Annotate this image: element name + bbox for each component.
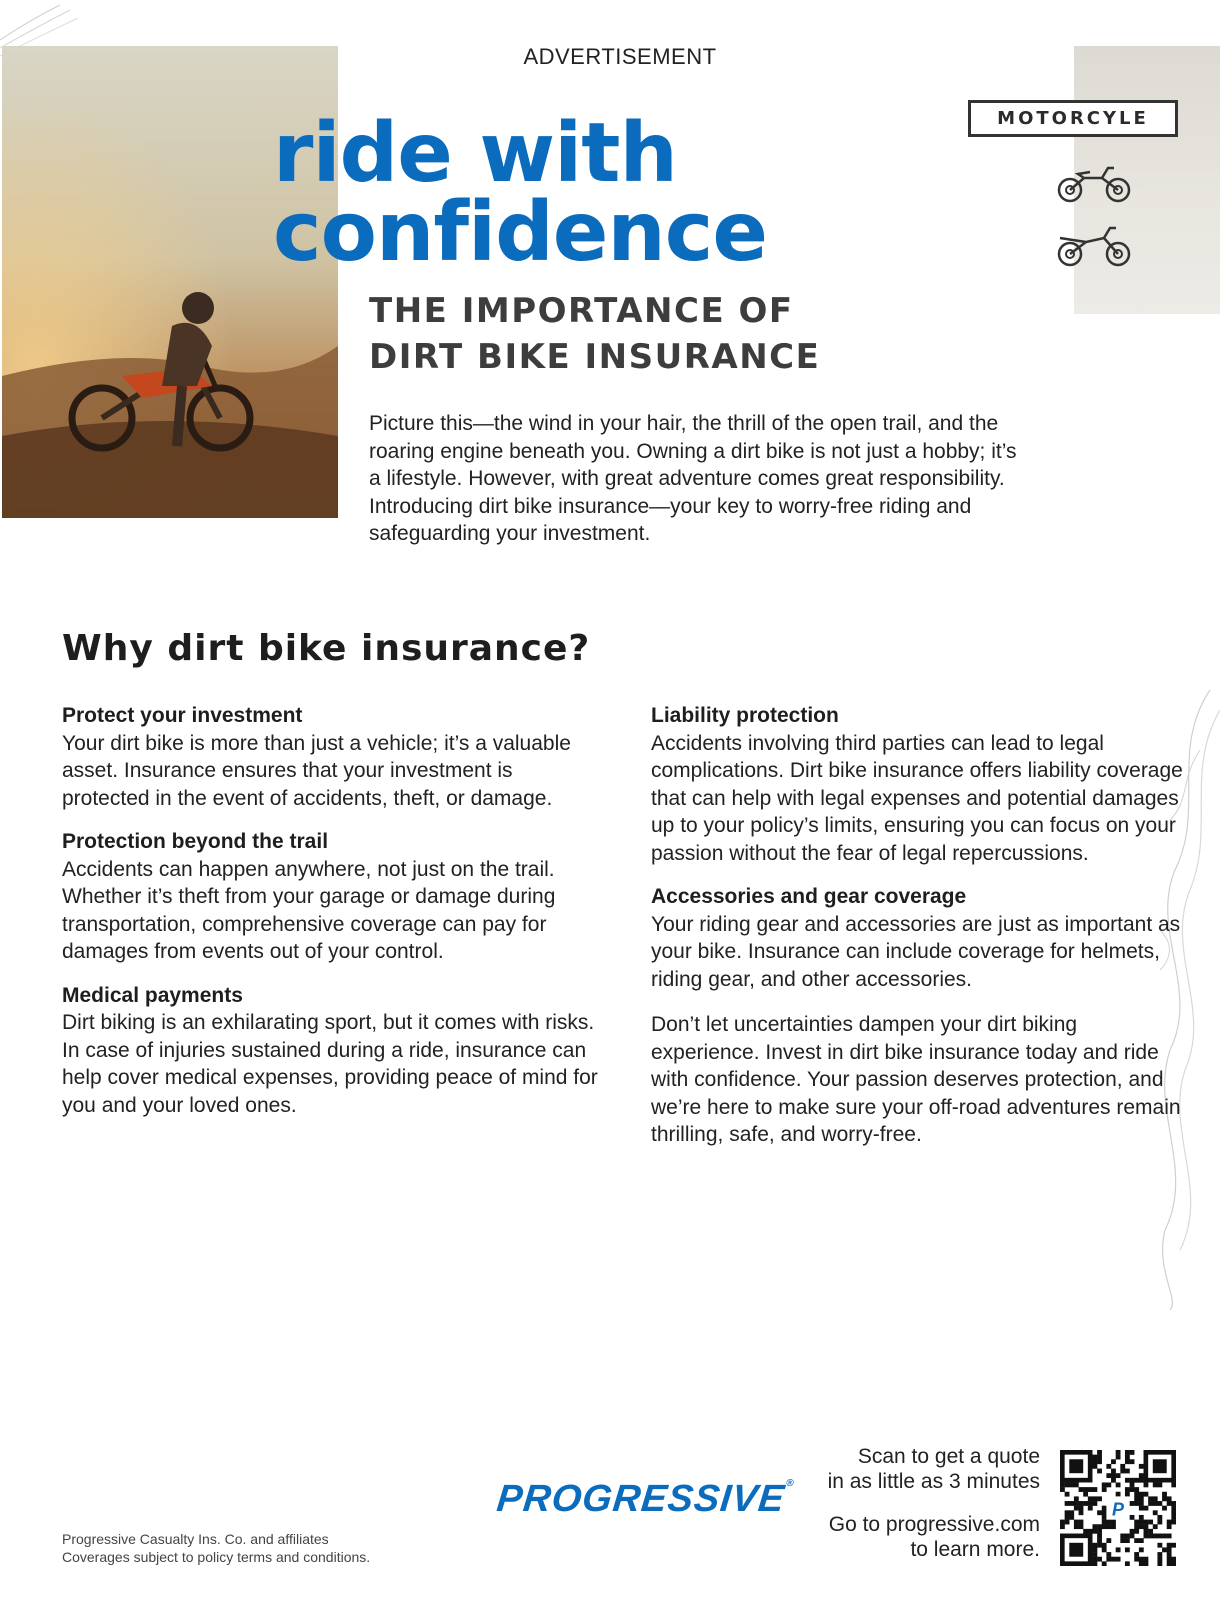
benefit-title: Accessories and gear coverage — [651, 885, 967, 908]
benefit-block — [651, 883, 1191, 993]
category-badge: MOTORCYLE — [968, 100, 1178, 137]
progressive-logo — [495, 1478, 796, 1521]
right-column — [651, 702, 1191, 1149]
benefit-block — [651, 702, 1191, 867]
headline-line-2: confidence — [273, 185, 768, 280]
advertisement-label: ADVERTISEMENT — [523, 44, 717, 69]
scan-callout — [780, 1444, 1040, 1494]
website-callout — [780, 1512, 1040, 1562]
benefit-title: Liability protection — [651, 704, 839, 727]
legal-disclaimer — [62, 1530, 370, 1566]
goto-line-2: to learn more. — [910, 1538, 1040, 1561]
benefit-title: Protect your investment — [62, 704, 303, 727]
qr-logo-mark: P — [1111, 1499, 1125, 1520]
legal-line-2: Coverages subject to policy terms and conditions. — [62, 1549, 371, 1565]
benefit-body: Dirt biking is an exhilarating sport, but it comes with risks. In case of injuries sustained during a ride, insurance can help cover medical expenses, providing peace of mind for you and your loved ones. — [62, 1011, 598, 1117]
registered-mark: ® — [785, 1478, 796, 1489]
benefit-block — [62, 702, 602, 812]
closing-paragraph: Don’t let uncertainties dampen your dirt biking experience. Invest in dirt bike insurance today and ride with confidence. Your passion deserves protection, and we’re here to make sure your off-road adventures remain thrilling, safe, and worry-free. — [651, 1013, 1181, 1146]
qr-code[interactable] — [1060, 1450, 1176, 1566]
intro-paragraph: Picture this—the wind in your hair, the thrill of the open trail, and the roaring engine beneath you. Owning a dirt bike is not just a hobby; it’s a lifestyle. However, with great adventure comes great responsibility. Introducing dirt bike insurance—your key to worry-free riding and safeguarding your investment. — [369, 412, 1017, 545]
benefit-body: Accidents involving third parties can lead to legal complications. Dirt bike insurance offers liability coverage that can help with legal expenses and potential damages up to your policy’s limits, ensuring you can focus on your passion without the fear of legal repercussions. — [651, 731, 1183, 865]
scan-line-1: Scan to get a quote — [857, 1445, 1040, 1468]
left-column — [62, 702, 602, 1135]
subheadline-line-1: THE IMPORTANCE OF — [369, 291, 794, 331]
benefit-body: Your riding gear and accessories are just as important as your bike. Insurance can include coverage for helmets, riding gear, and other accessories. — [651, 912, 1181, 991]
benefit-block — [62, 982, 602, 1120]
headline-line-1: ride with — [273, 106, 677, 201]
logo-text: PROGRESSIVE — [494, 1478, 787, 1520]
dirt-bike-icon — [1056, 222, 1132, 270]
section-heading: Why dirt bike insurance? — [62, 628, 591, 669]
goto-line-1: Go to progressive.com — [828, 1513, 1040, 1536]
subheadline-line-2: DIRT BIKE INSURANCE — [369, 337, 821, 377]
benefit-body: Your dirt bike is more than just a vehicle; it’s a valuable asset. Insurance ensures that your investment is protected in the event of accidents, theft, or damage. — [62, 731, 571, 810]
benefit-body: Accidents can happen anywhere, not just on the trail. Whether it’s theft from your garage or damage during transportation, comprehensive coverage can pay for damages from events out of your control. — [62, 857, 556, 963]
benefit-block — [62, 828, 602, 966]
legal-line-1: Progressive Casualty Ins. Co. and affiliates — [62, 1531, 329, 1547]
scan-line-2: in as little as 3 minutes — [827, 1470, 1040, 1493]
benefit-title: Medical payments — [62, 983, 243, 1007]
subheadline — [369, 288, 820, 380]
headline — [273, 106, 768, 280]
motorcycle-icon — [1056, 160, 1132, 208]
benefit-title: Protection beyond the trail — [62, 830, 329, 853]
